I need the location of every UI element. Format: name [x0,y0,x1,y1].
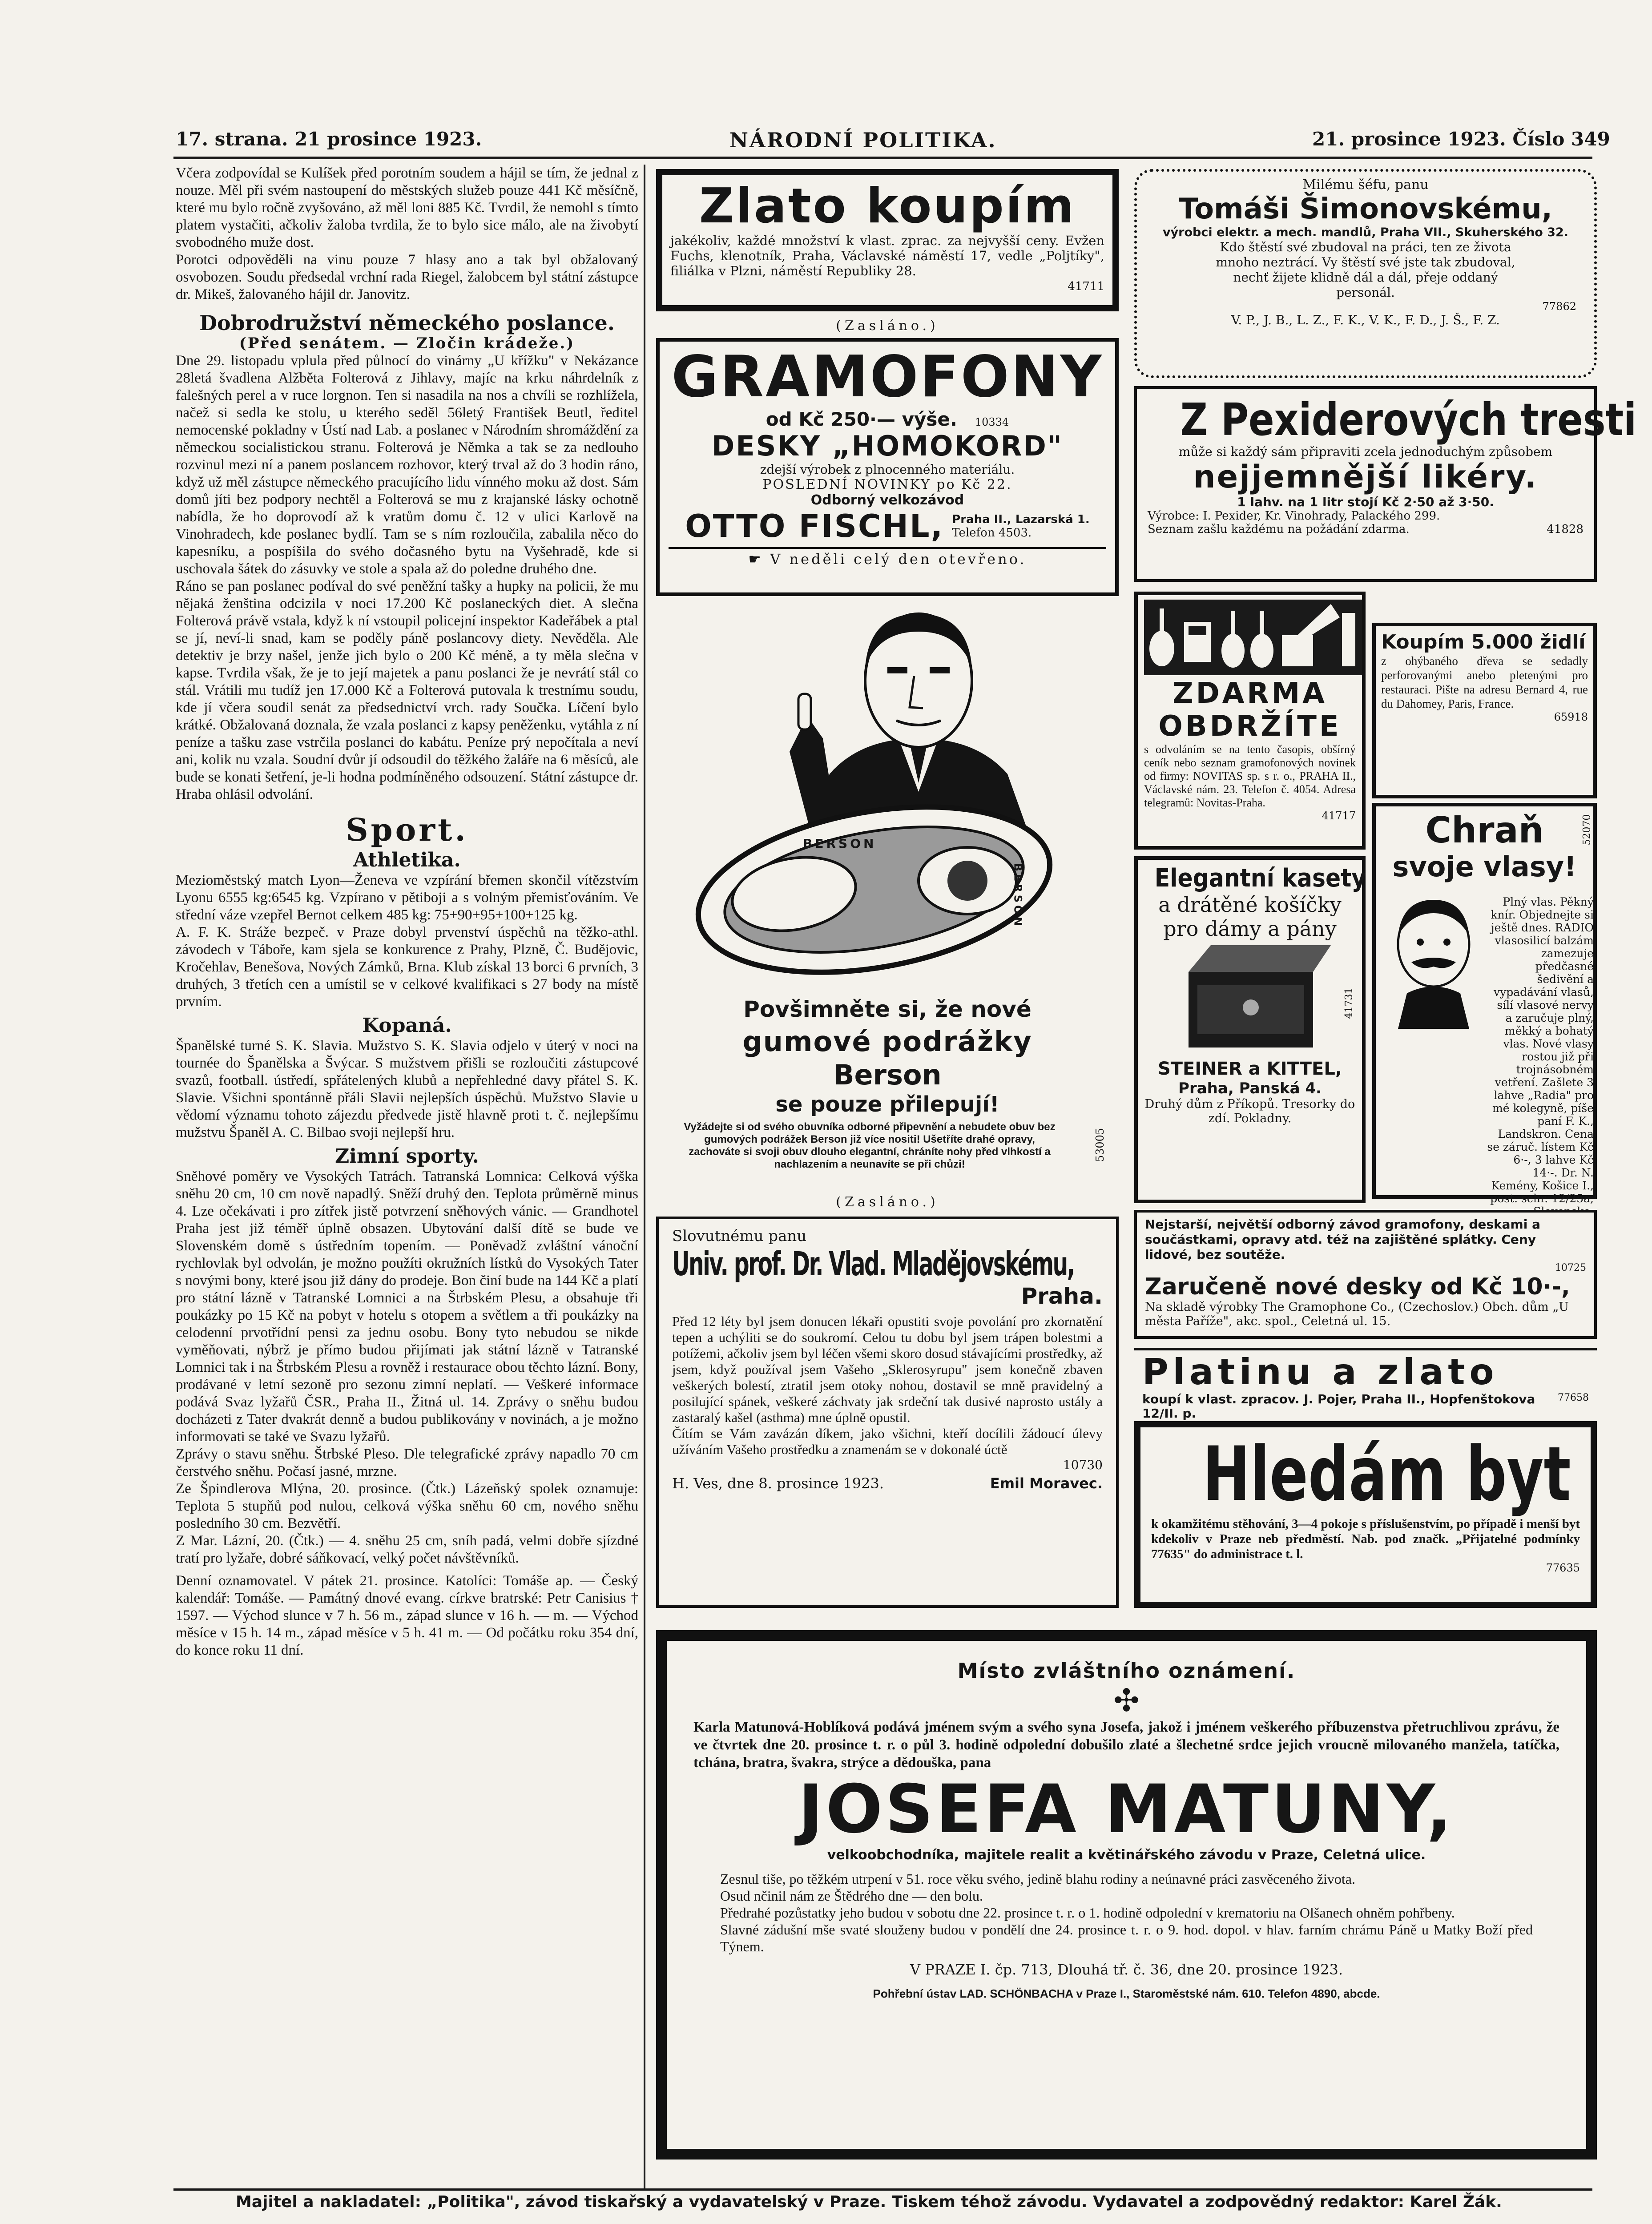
ad-vlasy [1372,803,1597,1205]
instruments-illustration [1144,600,1362,675]
otevreno-text: V neděli celý den otevřeno. [770,551,1027,568]
imprint-rule [173,2188,1592,2191]
ad-gramofon-zavod [1134,1210,1597,1339]
zimni-title: Zimní sporty. [335,1145,479,1168]
otto-fischl: OTTO FISCHL, [685,508,944,544]
novitas-body: s odvoláním se na tento časopis, obšírný ceník nebo seznam gramofonových novinek od firmy: NOVITAS sp. s r. o., PRAHA II., Václavské nám. 23. Telefon č. 4054. Adresa telegramů: Novitas-Praha. [1144,743,1359,809]
ad-kasety [1134,856,1366,1203]
cross-icon: ✣ [1113,1682,1140,1719]
desky-headline: DESKY „HOMOKORD" [711,430,1064,462]
issue-number: 21. prosince 1923. Číslo 349 [1312,128,1610,150]
thanks-number: 10730 [1063,1458,1103,1472]
kasety-firm: STEINER a KITTEL, [1157,1059,1342,1079]
kasety-side-number: 41731 [1343,987,1355,1019]
ad-novitas [1134,592,1366,850]
novitas-number: 41717 [1322,810,1356,822]
novitas-zdarma: ZDARMA [1173,677,1327,710]
desky-subline: zdejší výrobek z plnocenného materiálu. [760,462,1015,477]
porota-article: Včera zodpovídal se Kulíšek před porotním soudem a hájil se tím, že jednal z nouze. Měl při svém nastoupení do městských služeb pouze 441 Kč měsíčně, které mu bylo ročně zvyšováno, až měl loni 885 Kč. Tvrdil, že nemohl s tímto platem vystačiti, ačkoliv žaloba tvrdila, že to bylo sice málo, ale na živobytí svobodného muže dost. Porotci odpověděli na vinu pouze 7 hlasy ano a tak byl obžalovaný osvobozen. Soudu předsedal vrchní rada Riegel, žalobcem byl státní zástupce dr. Mikeš, žalovaného hájil dr. Janovitz. [176,165,638,302]
desky-novinky: POSLEDNÍ NOVINKY po Kč 22. [762,477,1012,492]
thanks-salutation: Slovutnému panu [672,1227,807,1245]
athletika-title: Athletika. [353,849,461,871]
ad-thanks-letter [656,1217,1119,1608]
column-rule [644,165,645,2188]
kasety-body: Druhý dům z Příkopů. Tresorky do zdí. Pokladny. [1144,1097,1355,1125]
zidle-headline: Koupím 5.000 židlí [1381,631,1586,653]
platinu-headline: Platinu a zlato [1142,1351,1499,1393]
obituary-name: JOSEFA MATUNY, [798,1771,1455,1848]
gramzavod-number: 10725 [1555,1262,1586,1273]
vlasy-body: Plný vlas. Pěkný knír. Objednejte si ještě dnes. RADIO vlasosilicí balzám zamezuje předčasné šedivění a vypadávání vlasů, sílí vlasové nervy a zaručuje plný, měkký a bohatý vlas. Nové vlasy rostou již při trojnásobném vetření. Zašlete 3 lahve „Radia" pro mé kolegyně, píše paní F. K., Landskron. Cena se záruč. lístem Kč 6·-, 3 lahve Kč 14·-. Dr. N. Kemény, Košice I., post. schr. 12/25a, [1487,895,1594,1205]
vlasy-side-number: 52070 [1581,814,1593,846]
ad-gramofony [656,338,1119,596]
thanks-place-date: H. Ves, dne 8. prosince 1923. [672,1475,884,1492]
page-number-date: 17. strana. 21 prosince 1923. [176,128,482,150]
thanks-name: Univ. prof. Dr. Vlad. Mladějovskému, [672,1245,1074,1283]
greeting-number: 77862 [1542,300,1576,313]
kasety-headline: Elegantní kasety [1154,864,1366,893]
zlato-body: jakékoliv, každé množství k vlast. zprac. za nejvyšší ceny. Evžen Fuchs, klenotník, Praha, Václavské náměstí 17, vedle „Poljtíky", filiálka v Plzni, náměstí Republiky 28. [670,233,1104,278]
cashbox-illustration [1171,941,1331,1056]
kopana-body: Španělské turné S. K. Slavia. Mužstvo S. K. Slavia odjelo v úterý v noci na tournée do Španělska a Švýcar. S mužstvem přišli se rozloučiti zástupcové svazů, football. ústředí, spřátelených klubů a nepřehledné davy přátel S. K. Slavie. Všichni spontánně přáli Slavii nejlepších úspěchů. Mužstvo Slavie u vědomí významu tohoto zájezdu předvede jistě hlavně proti t. č. nejlepšímu mužstvu Španěl A. C. Bilbao svoji nejlepší hru. [176,1038,642,1140]
ad-platinu [1134,1348,1597,1421]
pexider-headline: Z Pexiderových tresti [1180,394,1637,446]
obituary-body: Zesnul tiše, po těžkém utrpení v 51. roce věku svého, jedině blahu rodiny a neúnavné práci zasvěceného života. Osud nčinil nám ze Štědrého dne — den bolu. Předrahé pozůstatky jeho budou v sobotu dne 22. prosince t. r. o 1. hodině odpolední v krematoriu na Olšanech ohněm pohřbeny. Slavné zádušní mše svaté slouženy budou v pondělí dne 24. prosince t. r. o 9. hod. dopol. v hlav. farním chrámu Páně u Matky Boží před Týnem. [720,1871,1533,1954]
vlasy-headline2: svoje vlasy! [1392,850,1577,883]
obituary-title: Místo zvláštního oznámení. [957,1659,1296,1683]
ad-pexider [1134,386,1637,582]
pexider-vyrobce: Výrobce: I. Pexider, Kr. Vinohrady, Palackého 299. [1148,509,1440,523]
hand-pointer-icon: ☛ [748,551,770,568]
berson-line2: gumové podrážky [742,1025,1032,1058]
ad-hledam-byt [1134,1421,1597,1608]
novitas-obdrzite: OBDRŽÍTE [1158,710,1342,743]
byt-number: 77635 [1546,1562,1580,1574]
berson-brand-side: BERSON [1011,863,1024,929]
berson-brand-top: BERSON [803,836,877,851]
greeting-line1: Milému šéfu, panu [1302,177,1429,193]
imprint: Majitel a nakladatel: „Politika", závod tiskařský a vydavatelský v Praze. Tiskem téhož závodu. Vydavatel a zodpovědný redaktor: Karel Žák. [236,2193,1502,2211]
zidle-number: 65918 [1554,711,1588,723]
pexider-dose: 1 lahv. na 1 litr stojí Kč 2·50 až 3·50. [1237,495,1494,509]
gramzavod-line3: Na skladě výrobky The Gramophone Co., (Czechoslov.) Obch. dům „U města Paříže", akc. spol., Celetná ul. 15. [1145,1300,1569,1328]
header-rule [173,157,1592,159]
zlato-number: 41711 [1068,280,1104,293]
platinu-body: koupí k vlast. zpracov. J. Pojer, Praha II., Hopfenštokova 12/II. p. [1142,1392,1535,1421]
bearded-man-illustration [1385,895,1483,1029]
gramofony-number: 10334 [975,416,1009,428]
ad-berson [656,605,1119,1192]
zlato-headline: Zlato koupím [699,178,1076,234]
left-column [176,165,642,2188]
kasety-line3: pro dámy a pány [1163,917,1337,941]
byt-body: k okamžitému stěhování, 3—4 pokoje s příslušenstvím, po případě i menší byt kdekoliv v Praze neb předměstí. Nab. pod značk. „Přijatelné podmínky 77635" do administrace t. l. [1151,1517,1584,1561]
otevreno-line [669,547,1106,568]
zimni-body: Sněhové poměry ve Vysokých Tatrách. Tatranská Lomnica: Celková výška sněhu 20 cm, 10 cm nově napadlý. Sněží druhý den. Teplota průměrně minus 4. Lze očekávati i pro zítřek jistě potvrzení sněhových vánic. — Grandhotel Praha jest již téměř úplně obsazen. Ubytování další dítě se bude ve Slovenském domě s ústředním topením. — Poněvadž zvláštní vánoční rychlovlak byl odvolán, je možno použíti okružních lístků do Vysokých Tater s novými bony, které jsou již dány do prodeje. Bon činí bude na 144 Kč a platí pro státní lázně v Tatranské Lomnici a na Štrbském Plesu, a obsahuje tři poukázky po 15 Kč na pobyt v hotelu s otopem a světlem a tři poukázky na celodenní prvotřídní pensi za jednu osobu. Bony tyto nebudou se nikde vyměňovati, nýbrž je přímo budou přijímati jak státní lázně v Tatranské Lomnici tak i na Štrbském Plesu a rovněž i restaurace obou těchto lázní. Bony, prodávané v letní sezoně pro sezonu zimní neplatí. — Veškeré informace podává Svaz lyžařů ČSR., Praha II., Žitná ul. 14. Zprávy o sněhu budou docházeti z Tater dvakrát denně a budou publikovány v novinách, a je možno informovati se také ve Svazu lyžařů. Zprávy o stavu sněhu. Štrbské Pleso. Dle telegrafické zprávy napadlo 70 cm čerstvého sněhu. Počasí jasné, mrzne. Ze Špindlerova Mlýna, 20. prosince. (Čtk.) Lázeňský spolek oznamuje: Teplota 5 stupňů pod nulou, celková výška sněhu 60 cm, nového sněhu posledního 30 cm. Bezvětří. Z Mar. Lázní, 20. (Čtk.) — 4. sněhu 25 cm, sníh padá, velmi dobře sjízdné tratí pro lyžaře, dobré sáňkovací, velký počet návštěvníků. [176,1168,638,1566]
zaslano-label: (Zasláno.) [836,318,939,334]
vlasy-headline1: Chraň [1425,810,1544,851]
ad-zidle [1372,623,1597,798]
article-body-poslanec: Dne 29. listopadu vplula před půlnocí do vinárny „U křížku" v Nekázance 28letá švadlena Alžběta Folterová z Jihlavy, majíc na krku náhrdelník z falešných perel a v ruce lorgnon. Ten si nasadila na nos a chvíli se rozhlížela, načež si sedla ke stolu, u kterého seděl 56letý František Beutl, ředitel nemocenské pokladny v Ústí nad Lab. a poslanec v Národním shromáždění za německou socialistickou stranu. Folterová je Němka a tak se za nedlouho rozvinul mezi ní a panem poslancem rozhovor, který trval až do 3 hodin ráno, když už měl zástupce německého pracujícího lidu vínného moku až dost. Sám domů jíti bez podpory nechtěl a Folterová se mu z krajanské lásky ochotně nabídla, že ho doprovodí až k vratům domu č. 12 v ulici Karlově na Vinohradech, kde poslanec bydlí. Tam se s ním rozloučila, zabalila něco do kapesníku, a pospíšila do svého dočasného bytu na Vyšehradě, kde si uschovala šátek do zásuvky ve stole a spala až do poledne druhého dne. Ráno se pan poslanec podíval do své peněžní tašky a hupky na policii, že mu nějaká ženština odcizila v noci 17.200 Kč poslaneckých diet. A slečna Folterová právě vstala, když k ní vstoupil policejní inspektor Kadeřábek a ptal se jí, neví-li snad, kam se poděly páně poslancovy diety. Nevěděla. Ale detektiv je brzy našel, jenže jich bylo o 200 Kč méně, a ty měla slečna v kapse. Tvrdila však, že je to její majetek a panu poslanci že je nevrátí stál co stál. Vrátili mu tudíž jen 17.000 Kč a Folterová putovala k trestnímu soudu, kde jí včera soudil senát za předsednictví vrch. rady Součka. Líčení bylo krátké. Obžalovaná doznala, že vzala poslanci z kapsy peněženku, vytáhla z ní peníze a tašku zase vstrčila poslanci do kabátu. Peníze prý nepočítala a neví ani, kolik nu vzala. Soudní dvůr jí odsoudil do těžkého žaláře na 6 měsíců, ale bude se konati šetření, je-li hodna podmíněného odsouzení. Státní zástupce dr. Hraba ohlásil odvolání. [176,353,638,802]
berson-fine: Vyžádejte si od svého obuvníka odborné připevnění a nebudete obuv bez gumových podrážek Berson již více nositi! Ušetříte drahé opravy, zachováte si svoji obuv dlouho elegantní, chráníte nohy před vlhkostí a nachlazením a neunavíte se při chůzi! [684,1121,1056,1170]
thanks-city: Praha. [1021,1283,1103,1309]
pexider-body: může si každý sám připraviti zcela jednoduchým způsobem [1178,444,1553,459]
obituary-date: V PRAZE I. čp. 713, Dlouhá tř. č. 36, dne 20. prosince 1923. [910,1961,1343,1978]
gramofony-price: od Kč 250·— výše. [766,408,957,430]
article-subtitle: (Před senátem. — Zločin krádeže.) [239,334,575,352]
pexider-big: nejjemnější likéry. [1193,459,1538,495]
obituary-footer: Pohřební ústav LAD. SCHÖNBACHA v Praze I., Staroměstské nám. 610. Telefon 4890, abcde. [873,1987,1380,2000]
sport-title: Sport. [346,811,468,848]
greeting-name: Tomáši Šimonovskému, [1178,193,1553,226]
masthead: NÁRODNÍ POLITIKA. [729,128,997,152]
zaslano-label-2: (Zasláno.) [836,1194,939,1210]
gramzavod-line2: Zaručeně nové desky od Kč 10·-, [1145,1273,1570,1300]
obituary-title2: velkoobchodníka, majitele realit a květinářského závodu v Praze, Celetná ulice. [827,1847,1426,1863]
byt-headline: Hledám byt [1202,1430,1571,1518]
pexider-seznam: Seznam zašlu každému na požádání zdarma. [1148,523,1410,536]
berson-line3: Berson [833,1059,942,1091]
greeting-body: Kdo štěstí své zbudoval na práci, ten ze života mnoho neztrácí. Vy štěstí své jste tak zbudoval, nechť žijete klidně dál a dál, přeje oddaný personál. [1216,240,1515,300]
kasety-address: Praha, Panská 4. [1178,1080,1322,1097]
ad-greeting [1134,169,1597,378]
berson-line4: se pouze přilepují! [775,1092,999,1117]
fischl-telefon: Telefon 4503. [952,526,1032,540]
thanks-signature: Emil Moravec. [990,1475,1103,1492]
ad-zlato-koupim [656,169,1119,311]
kasety-line2: a drátěné košíčky [1158,893,1342,917]
thanks-body: Před 12 léty byl jsem donucen lékaři opustiti svoje povolání pro zkornatění tepen a uchýliti se do soukromí. Celou tu dobu byl jsem trápen bolestmi a potížemi, ačkoliv jsem byl léčen všemi skoro dosud stávajícími prostředky, až jsem, když používal jsem Vašeho „Sklerosyrupu" jsem konečně zbaven veškerých bolestí, ztratil jsem otoky nohou, dostavil se mně pravidelný a posilující spánek, veškeré záchvaty jak srdeční tak dusivé naprosto ustály a zastaralý kašel (asthma) mne úplně opustil. Čítím se Vám zavázán díkem, jako všichni, kteří docílili žádoucí úlevy užíváním Vašeho prostředku a znamenám se v dokonalé úctě [672,1313,1103,1457]
obituary [656,1630,1597,2160]
kopana-title: Kopaná. [362,1014,452,1037]
odborny-velkozavod: Odborný velkozávod [810,492,964,508]
article-title-poslanec: Dobrodružství německého poslance. [199,311,615,335]
gramofony-headline: GRAMOFONY [671,344,1104,410]
denni-oznamovatel: Denní oznamovatel. V pátek 21. prosince. Katolíci: Tomáše ap. — Český kalendář: Tomáše. — Památný dnové evang. církve bratrské: Petr Canisius † 1597. — Východ slunce v 7 h. 56 m., západ slunce v 16 h. — m. — Východ měsíce v 15 h. 14 m., západ měsíce v 5 h. 41 m. — Od počátku roku 354 dní, do konce roku 11 dní. [176,1573,642,1658]
berson-number: 53005 [1094,1128,1107,1162]
gramzavod-line1: Nejstarší, největší odborný závod gramofony, deskami a součástkami, opravy atd. též na zajištěné splátky. Ceny lidové, bez soutěže. [1145,1217,1540,1262]
athletika-body: Mezioměstský match Lyon—Ženeva ve vzpírání břemen skončil vítězstvím Lyonu 6555 kg:6545 kg. Vzpírano v pětiboji a s volným přemisťováním. Ve střední váze vzepřel Bernot celkem 485 kg: 75+90+95+100+125 kg. A. F. K. Stráže bezpeč. v Praze dobyl prvenství úspěchů na těžko-athl. závodech v Táboře, kam sjela se konkurence z Prahy, Plzně, Č. Budějovic, Kročehlav, Benešova, Nových Zámků, Brna. Klub získal 13 borci 6 prvních, 3 druhých, 3 třetích cen a umístil se v celkové kvalifikaci s 27 body na místě prvním. [176,872,638,1010]
greeting-signatures: V. P., J. B., L. Z., F. K., V. K., F. D., J. Š., F. Z. [1231,313,1500,327]
berson-line1: Povšimněte si, že nové [743,996,1031,1022]
zidle-body: z ohýbaného dřeva se sedadly perforovanými anebo pletenými pro restauraci. Pište na adresu Bernard 4, rue du Dahomey, Paris, France. [1381,654,1591,710]
fischl-address: Praha II., Lazarská 1. [952,513,1090,526]
platinu-number: 77658 [1558,1392,1589,1403]
pexider-number: 41828 [1547,523,1584,536]
greeting-line2: výrobci elektr. a mech. mandlů, Praha VII., Skuherského 32. [1162,226,1569,239]
obituary-intro: Karla Matunová-Hoblíková podává jménem svým a svého syna Josefa, jakož i jménem veškerého příbuzenstva přetruchlivou zprávu, že ve čtvrtek dne 20. prosince t. r. o půl 3. hodině odpolední dobušilo zlaté a šlechetné srdce jejich vroucně milovaného manžela, tatíčka, tchána, bratra, švakra, strýce a dědouška, pana [693,1719,1563,1771]
